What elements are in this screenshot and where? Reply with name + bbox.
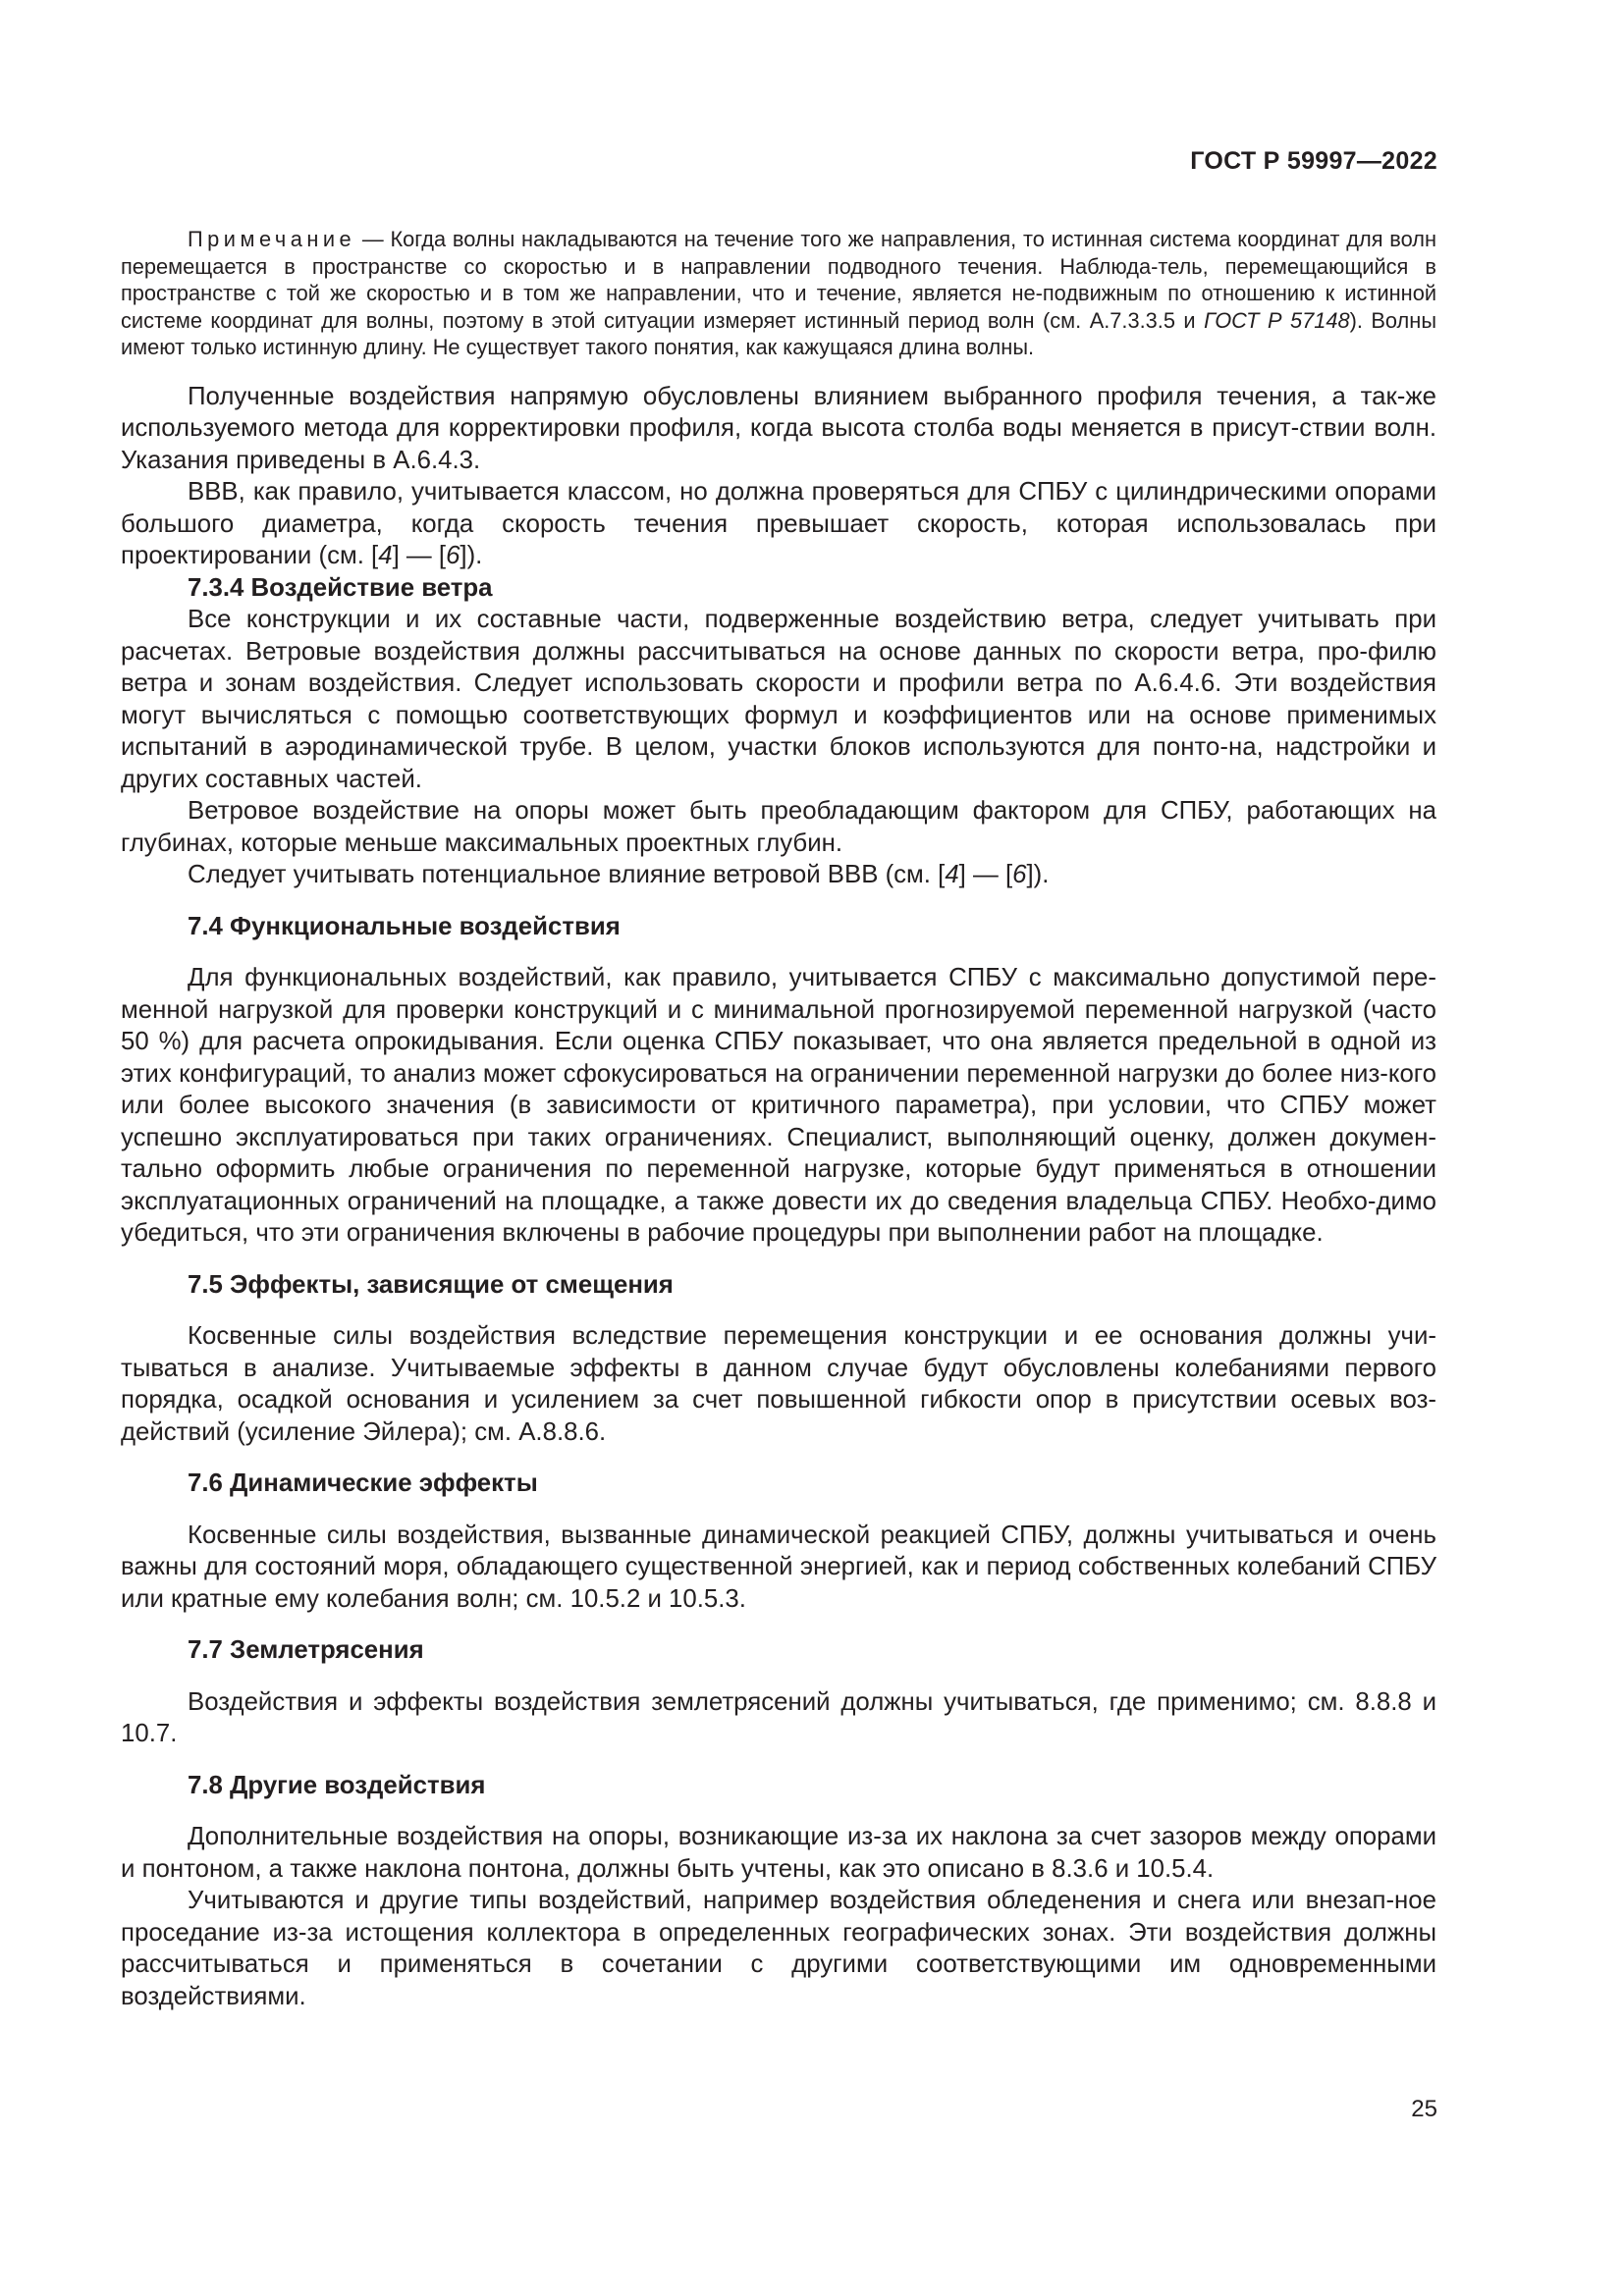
note-paragraph: [121, 226, 1436, 361]
heading-7-5: 7.5 Эффекты, зависящие от смещения: [188, 1270, 674, 1299]
heading-7-3-4: 7.3.4 Воздействие ветра: [188, 573, 493, 602]
heading-7-8: 7.8 Другие воздействия: [188, 1771, 486, 1799]
note-gost-reference: ГОСТ Р 57148: [1204, 307, 1350, 333]
citation-ref-4: 4: [945, 861, 959, 888]
citation-ref-4: 4: [378, 542, 393, 569]
paragraph-vvv-class: [121, 476, 1436, 572]
citation-ref-6: 6: [446, 542, 460, 569]
heading-7-6: 7.6 Динамические эффекты: [188, 1469, 538, 1497]
paragraph-vvv-text-b: ] — [: [392, 542, 447, 569]
paragraph-wind-vvv-text-b: ] — [: [958, 861, 1013, 888]
paragraph-current-profile: Полученные воздействия напрямую обусловлены влиянием выбранного профиля течения, а так-же используемого метода для корректировки профиля, когда высота столба воды меняется в присут-ствии волн. Указания приведены в А.6.4.3.: [121, 382, 1436, 474]
paragraph-functional-loads: Для функциональных воздействий, как правило, учитывается СПБУ с максимально допустимой пере-менной нагрузкой для проверки конструкций и с минимальной прогнозируемой переменной нагрузкой (часто 50 %) для расчета опрокидывания. Если оценка СПБУ показывает, что она является предельной в одной из этих конфигураций, то анализ может сфокусироваться на ограничении переменной нагрузки до более низ-кого или более высокого значения (в зависимости от критичного параметра), при условии, что СПБУ может успешно эксплуатироваться при таких ограничениях. Специалист, выполняющий оценку, должен докумен-тально оформить любые ограничения по переменной нагрузке, которые будут применяться в отношении эксплуатационных ограничений на площадке, а также довести их до сведения владельца СПБУ. Необхо-димо убедиться, что эти ограничения включены в рабочие процедуры при выполнении работ на площадке.: [121, 964, 1436, 1247]
note-text-part-1: — Когда волны накладываются на течение того же направления, то истинная система координат для волн перемещается в пространстве со скоростью и в направлении подводного течения. Наблюда-тель, перемещающийся в пространстве с той же скоростью и в том же направлении, что и течение, является не-подвижным по отношению к истинной системе координат для волны, поэтому в этой ситуации измеряет истинный период волн (см. А.7.3.3.5 и: [121, 227, 1436, 333]
paragraph-dynamic-effects: Косвенные силы воздействия, вызванные динамической реакцией СПБУ, должны учитываться и очень важны для состояний моря, обладающего существенной энергией, как и период собственных колебаний СПБУ или кратные ему колебания волн; см. 10.5.2 и 10.5.3.: [121, 1521, 1436, 1613]
heading-7-4: 7.4 Функциональные воздействия: [188, 912, 621, 940]
note-text-part-2: ). Волны имеют только истинную длину. Не существует такого понятия, как кажущаяся длина волны.: [121, 307, 1436, 359]
paragraph-vvv-text-a: ВВВ, как правило, учитывается классом, но должна проверяться для СПБУ с цилиндрическими опорами большого диаметра, когда скорость течения превышает скорость, которая использовалась при проектировании (см. [: [121, 478, 1436, 569]
paragraph-displacement-effects: Косвенные силы воздействия вследствие перемещения конструкции и ее основания должны учи-тываться в анализе. Учитываемые эффекты в данном случае будут обусловлены колебаниями первого порядка, осадкой основания и усилением за счет повышенной гибкости опор в присутствии осевых воз-действий (усиление Эйлера); см. А.8.8.6.: [121, 1322, 1436, 1446]
page-number: 25: [1411, 2096, 1437, 2122]
paragraph-vvv-text-c: ]).: [460, 542, 483, 569]
note-label: Примечание: [188, 227, 356, 251]
paragraph-wind-vvv: [121, 859, 1436, 891]
citation-ref-6: 6: [1012, 861, 1027, 888]
page-body: [121, 226, 1436, 2012]
document-header-code: ГОСТ Р 59997—2022: [1190, 147, 1437, 175]
paragraph-additional-leg-loads: Дополнительные воздействия на опоры, возникающие из-за их наклона за счет зазоров между опорами и понтоном, а также наклона понтона, должны быть учтены, как это описано в 8.3.6 и 10.5.4.: [121, 1823, 1436, 1883]
paragraph-earthquakes: Воздействия и эффекты воздействия землетрясений должны учитываться, где применимо; см. 8.8.8 и 10.7.: [121, 1687, 1436, 1747]
paragraph-wind-vvv-text-c: ]).: [1026, 861, 1050, 888]
paragraph-wind-structures: Все конструкции и их составные части, подверженные воздействию ветра, следует учитывать при расчетах. Ветровые воздействия должны рассчитываться на основе данных по скорости ветра, про-филю ветра и зонам воздействия. Следует использовать скорости и профили ветра по А.6.4.6. Эти воздействия могут вычисляться с помощью соответствующих формул и коэффициентов или на основе применимых испытаний в аэродинамической трубе. В целом, участки блоков используются для понто-на, надстройки и других составных частей.: [121, 606, 1436, 793]
paragraph-other-load-types: Учитываются и другие типы воздействий, например воздействия обледенения и снега или внезап-ное проседание из-за истощения коллектора в определенных географических зонах. Эти воздействия должны рассчитываться и применяться в сочетании с другими соответствующими им одновременными воздействиями.: [121, 1887, 1436, 2010]
paragraph-wind-legs: Ветровое воздействие на опоры может быть преобладающим фактором для СПБУ, работающих на глубинах, которые меньше максимальных проектных глубин.: [121, 797, 1436, 857]
paragraph-wind-vvv-text-a: Следует учитывать потенциальное влияние ветровой ВВВ (см. [: [188, 861, 946, 888]
heading-7-7: 7.7 Землетрясения: [188, 1636, 424, 1664]
